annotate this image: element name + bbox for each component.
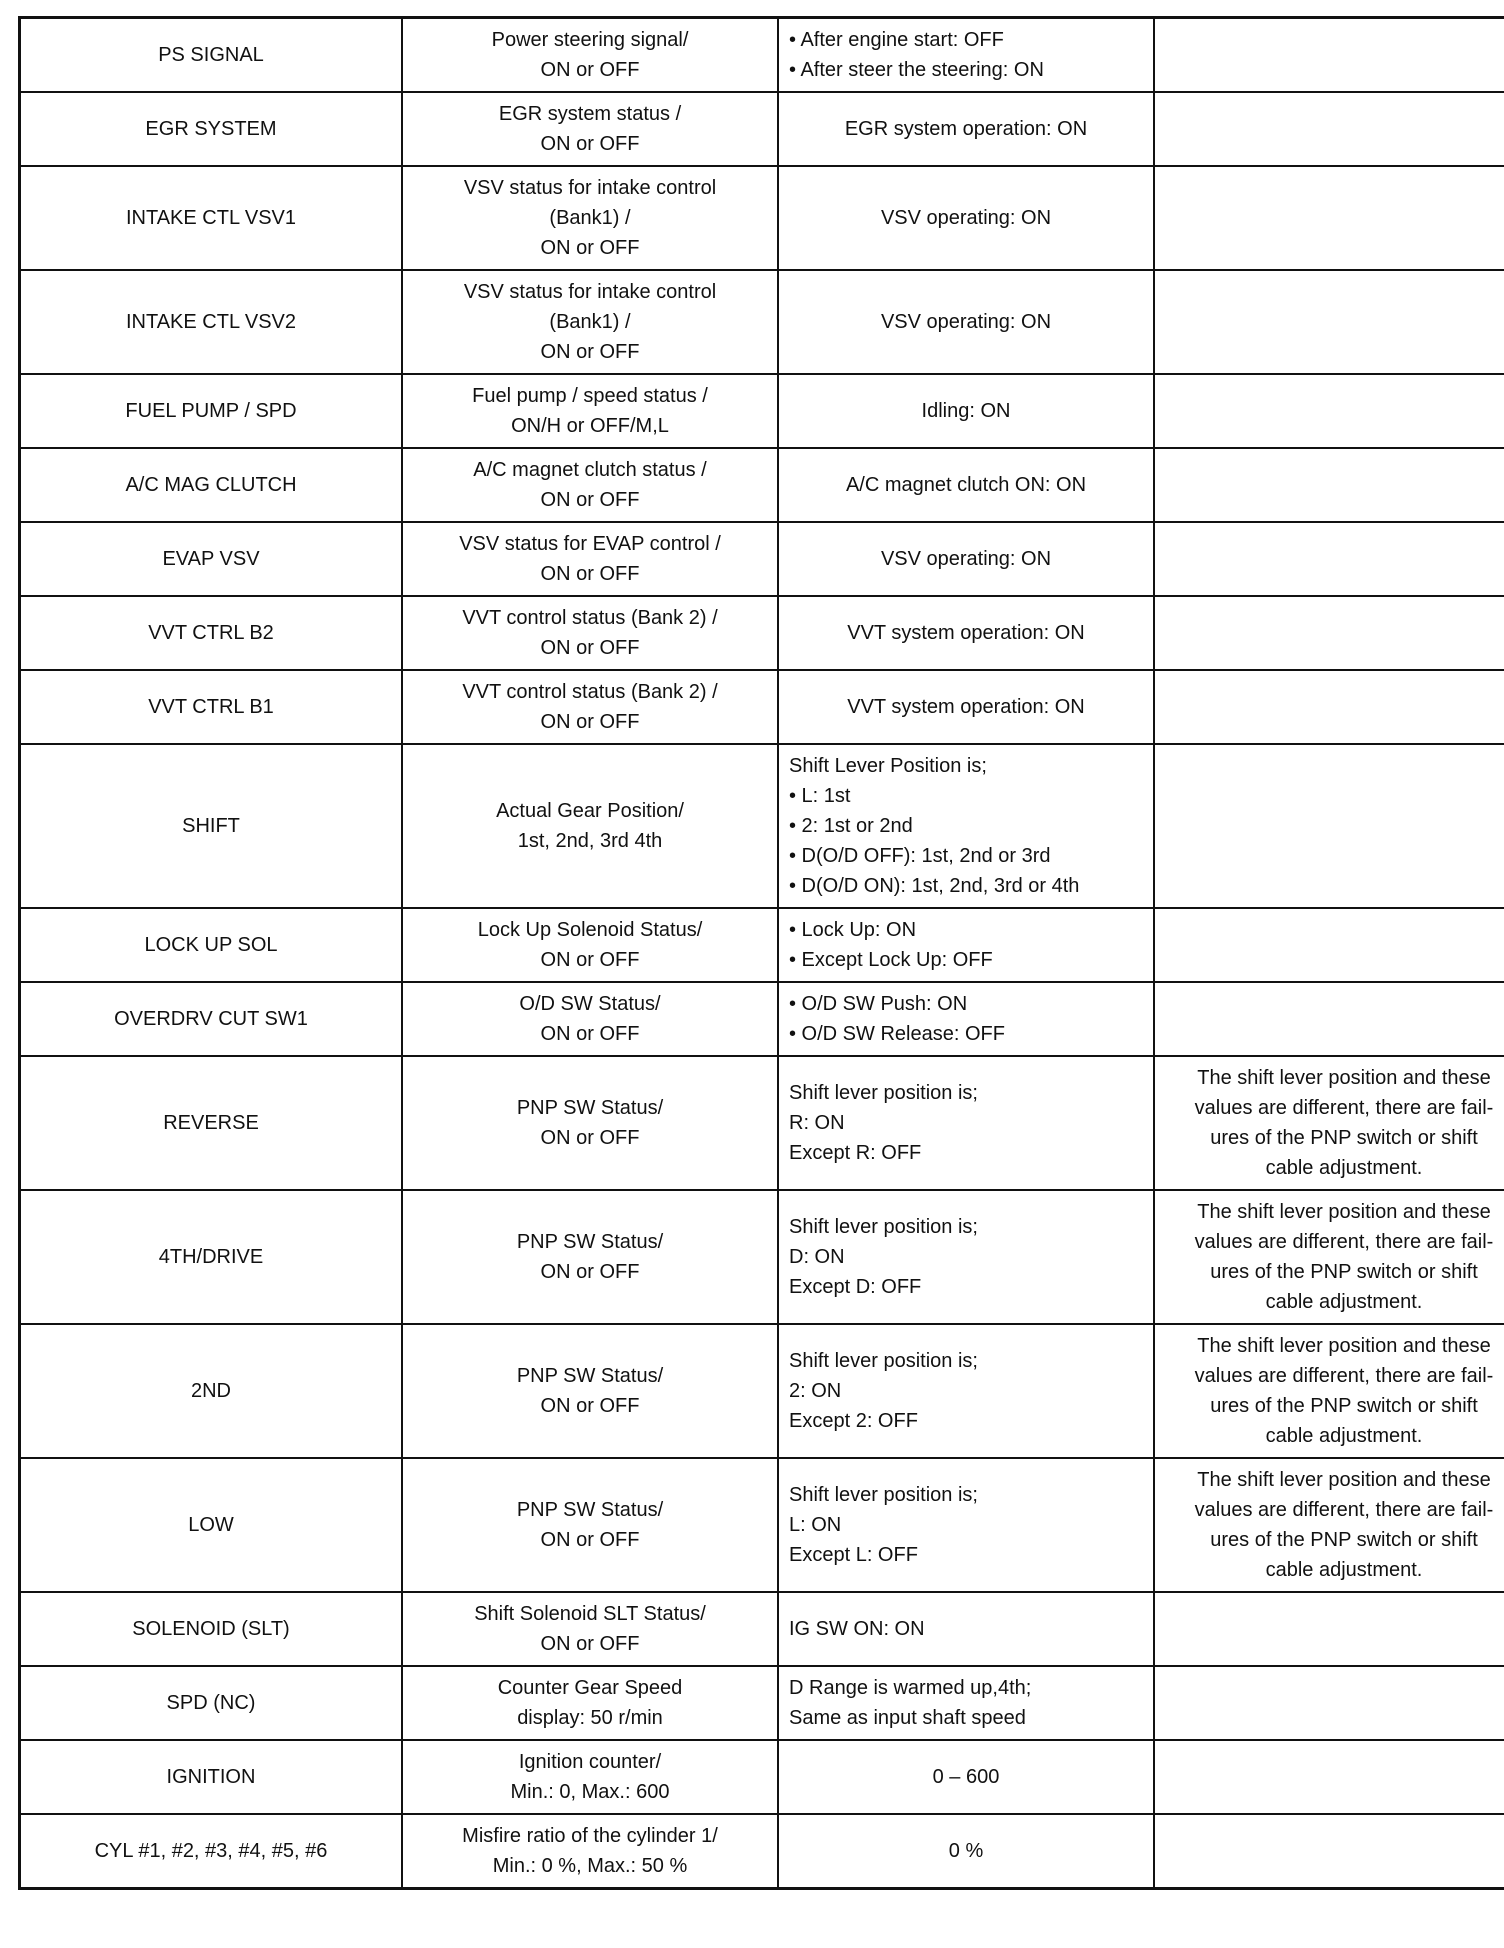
table-row [20,596,1504,670]
table-row [20,92,1504,166]
remark-line: ures of the PNP switch or shift [1210,1127,1478,1149]
description-cell [402,1592,778,1666]
description-cell [402,982,778,1056]
condition-cell [778,522,1154,596]
table-row [20,18,1504,93]
description-line: ON or OFF [540,1633,640,1655]
remark-cell [1154,1190,1504,1324]
description-line: (Bank1) / [549,207,631,229]
remark-line: ures of the PNP switch or shift [1210,1261,1478,1283]
item-cell [20,374,403,448]
item-cell [20,1592,403,1666]
item-name: LOCK UP SOL [144,934,278,956]
item-name: VVT CTRL B2 [148,622,274,644]
description-cell [402,744,778,908]
item-name: SPD (NC) [166,1692,256,1714]
table-row [20,1740,1504,1814]
description-cell [402,448,778,522]
condition-cell [778,1592,1154,1666]
condition-cell [778,1666,1154,1740]
description-line: display: 50 r/min [517,1707,663,1729]
description-cell [402,166,778,270]
condition-line: D Range is warmed up,4th; [789,1677,1032,1699]
description-cell [402,908,778,982]
remark-line: values are different, there are fail- [1194,1231,1494,1253]
remark-cell [1154,270,1504,374]
condition-line: Same as input shaft speed [789,1707,1026,1729]
description-line: ON or OFF [540,949,640,971]
table-row [20,1056,1504,1190]
condition-line: 2: ON [789,1380,842,1402]
item-name: VVT CTRL B1 [148,696,274,718]
item-cell [20,1814,403,1889]
remark-line: cable adjustment. [1265,1425,1423,1447]
description-line: ON or OFF [540,489,640,511]
condition-line: IG SW ON: ON [789,1618,925,1640]
remark-line: cable adjustment. [1265,1291,1423,1313]
item-cell [20,1458,403,1592]
description-line: ON or OFF [540,237,640,259]
item-name: PS SIGNAL [158,44,264,66]
description-line: ON or OFF [540,1023,640,1045]
condition-cell [778,1458,1154,1592]
remark-cell [1154,596,1504,670]
condition-line: VSV operating: ON [880,311,1052,333]
description-cell [402,1056,778,1190]
description-cell [402,92,778,166]
condition-line: • 2: 1st or 2nd [789,815,913,837]
description-line: EGR system status / [498,103,682,125]
item-name: A/C MAG CLUTCH [125,474,297,496]
description-line: ON or OFF [540,133,640,155]
table-row [20,1190,1504,1324]
description-cell [402,1324,778,1458]
remark-cell [1154,744,1504,908]
remark-line: The shift lever position and these [1197,1335,1491,1357]
description-line: ON or OFF [540,563,640,585]
item-cell [20,270,403,374]
condition-cell [778,670,1154,744]
item-name: 2ND [190,1380,231,1402]
item-cell [20,92,403,166]
description-line: ON or OFF [540,711,640,733]
item-name: SOLENOID (SLT) [132,1618,290,1640]
description-cell [402,522,778,596]
condition-line: VVT system operation: ON [847,622,1085,644]
item-cell [20,522,403,596]
remark-cell [1154,1666,1504,1740]
item-name: INTAKE CTL VSV1 [125,207,297,229]
condition-line: • O/D SW Push: ON [789,993,968,1015]
table-row [20,166,1504,270]
condition-line: D: ON [789,1246,845,1268]
remark-line: The shift lever position and these [1197,1067,1491,1089]
condition-line: L: ON [789,1514,842,1536]
data-list-table [18,16,1504,1890]
condition-line: • After engine start: OFF [789,29,1004,51]
item-name: REVERSE [163,1112,259,1134]
table-body [20,18,1504,1889]
table-row [20,744,1504,908]
item-cell [20,18,403,93]
remark-cell [1154,92,1504,166]
description-line: VSV status for EVAP control / [459,533,721,555]
description-line: Fuel pump / speed status / [472,385,708,407]
description-line: A/C magnet clutch status / [473,459,707,481]
remark-cell [1154,166,1504,270]
remark-cell [1154,374,1504,448]
remark-cell [1154,1740,1504,1814]
remark-cell [1154,1458,1504,1592]
item-name: SHIFT [182,815,240,837]
description-line: Power steering signal/ [491,29,689,51]
condition-line: VSV operating: ON [880,207,1052,229]
description-line: Misfire ratio of the cylinder 1/ [462,1825,718,1847]
remark-cell [1154,1056,1504,1190]
condition-line: 0 % [948,1840,984,1862]
remark-line: ures of the PNP switch or shift [1210,1395,1478,1417]
table-row [20,908,1504,982]
condition-line: • Except Lock Up: OFF [789,949,993,971]
condition-line: Shift lever position is; [789,1484,978,1506]
condition-cell [778,1190,1154,1324]
description-line: PNP SW Status/ [516,1231,664,1253]
remark-cell [1154,18,1504,93]
table-row [20,270,1504,374]
remark-cell [1154,1592,1504,1666]
remark-cell [1154,670,1504,744]
remark-cell [1154,522,1504,596]
description-line: VSV status for intake control [463,177,717,199]
table-row [20,522,1504,596]
description-cell [402,1740,778,1814]
description-cell [402,1814,778,1889]
remark-line: values are different, there are fail- [1194,1499,1494,1521]
condition-line: Except 2: OFF [789,1410,918,1432]
item-cell [20,744,403,908]
condition-cell [778,448,1154,522]
item-name: IGNITION [166,1766,256,1788]
condition-cell [778,1324,1154,1458]
description-cell [402,1458,778,1592]
description-line: ON or OFF [540,341,640,363]
description-line: Counter Gear Speed [497,1677,683,1699]
item-cell [20,1324,403,1458]
remark-line: ures of the PNP switch or shift [1210,1529,1478,1551]
description-cell [402,670,778,744]
condition-line: EGR system operation: ON [844,118,1088,140]
item-cell [20,982,403,1056]
description-line: VVT control status (Bank 2) / [462,607,718,629]
description-line: VVT control status (Bank 2) / [462,681,718,703]
remark-cell [1154,448,1504,522]
description-line: O/D SW Status/ [519,993,661,1015]
condition-cell [778,744,1154,908]
remark-line: The shift lever position and these [1197,1469,1491,1491]
description-cell [402,1190,778,1324]
condition-line: Shift lever position is; [789,1216,978,1238]
description-line: ON or OFF [540,637,640,659]
remark-line: cable adjustment. [1265,1559,1423,1581]
description-line: Actual Gear Position/ [496,800,684,822]
description-line: ON or OFF [540,1261,640,1283]
description-line: Min.: 0 %, Max.: 50 % [492,1855,688,1877]
item-cell [20,1056,403,1190]
item-name: EVAP VSV [162,548,260,570]
description-line: 1st, 2nd, 3rd 4th [517,830,663,852]
condition-cell [778,166,1154,270]
table-row [20,374,1504,448]
item-cell [20,670,403,744]
condition-cell [778,270,1154,374]
remark-line: values are different, there are fail- [1194,1365,1494,1387]
description-line: Min.: 0, Max.: 600 [510,1781,670,1803]
condition-line: • O/D SW Release: OFF [789,1023,1005,1045]
description-line: ON or OFF [540,1529,640,1551]
table-row [20,670,1504,744]
description-cell [402,18,778,93]
condition-line: Shift lever position is; [789,1082,978,1104]
condition-line: Shift lever position is; [789,1350,978,1372]
item-cell [20,1666,403,1740]
remark-line: cable adjustment. [1265,1157,1423,1179]
item-name: EGR SYSTEM [145,118,277,140]
item-name: FUEL PUMP / SPD [125,400,297,422]
condition-line: • D(O/D OFF): 1st, 2nd or 3rd [789,845,1051,867]
condition-cell [778,374,1154,448]
condition-line: • D(O/D ON): 1st, 2nd, 3rd or 4th [789,875,1080,897]
condition-line: 0 – 600 [932,1766,1000,1788]
condition-line: VSV operating: ON [880,548,1052,570]
description-cell [402,270,778,374]
condition-line: Except R: OFF [789,1142,922,1164]
description-line: ON or OFF [540,1127,640,1149]
description-line: PNP SW Status/ [516,1365,664,1387]
condition-cell [778,1056,1154,1190]
condition-line: Except D: OFF [789,1276,922,1298]
condition-line: • Lock Up: ON [789,919,917,941]
condition-line: • L: 1st [789,785,851,807]
condition-line: Idling: ON [921,400,1011,422]
remark-cell [1154,982,1504,1056]
table-row [20,982,1504,1056]
condition-line: R: ON [789,1112,845,1134]
condition-cell [778,908,1154,982]
description-cell [402,1666,778,1740]
table-row [20,1814,1504,1889]
description-line: ON or OFF [540,1395,640,1417]
table-row [20,448,1504,522]
item-cell [20,908,403,982]
remark-line: The shift lever position and these [1197,1201,1491,1223]
condition-cell [778,92,1154,166]
condition-cell [778,18,1154,93]
description-line: PNP SW Status/ [516,1097,664,1119]
item-cell [20,448,403,522]
description-line: PNP SW Status/ [516,1499,664,1521]
table-row [20,1458,1504,1592]
condition-line: VVT system operation: ON [847,696,1085,718]
condition-cell [778,596,1154,670]
item-cell [20,1190,403,1324]
condition-line: Shift Lever Position is; [789,755,987,777]
description-cell [402,596,778,670]
description-line: Lock Up Solenoid Status/ [477,919,703,941]
condition-cell [778,1814,1154,1889]
description-line: Shift Solenoid SLT Status/ [474,1603,706,1625]
item-cell [20,166,403,270]
condition-line: Except L: OFF [789,1544,918,1566]
table-row [20,1592,1504,1666]
remark-cell [1154,908,1504,982]
remark-cell [1154,1814,1504,1889]
item-cell [20,1740,403,1814]
description-line: VSV status for intake control [463,281,717,303]
item-cell [20,596,403,670]
description-line: Ignition counter/ [518,1751,662,1773]
item-name: INTAKE CTL VSV2 [125,311,297,333]
table-row [20,1324,1504,1458]
condition-line: • After steer the steering: ON [789,59,1044,81]
remark-line: values are different, there are fail- [1194,1097,1494,1119]
item-name: OVERDRV CUT SW1 [114,1008,308,1030]
description-line: (Bank1) / [549,311,631,333]
item-name: 4TH/DRIVE [158,1246,264,1268]
condition-line: A/C magnet clutch ON: ON [845,474,1087,496]
item-name: CYL #1, #2, #3, #4, #5, #6 [94,1840,328,1862]
condition-cell [778,982,1154,1056]
description-cell [402,374,778,448]
table-row [20,1666,1504,1740]
description-line: ON or OFF [540,59,640,81]
item-name: LOW [188,1514,234,1536]
remark-cell [1154,1324,1504,1458]
condition-cell [778,1740,1154,1814]
description-line: ON/H or OFF/M,L [511,415,669,437]
